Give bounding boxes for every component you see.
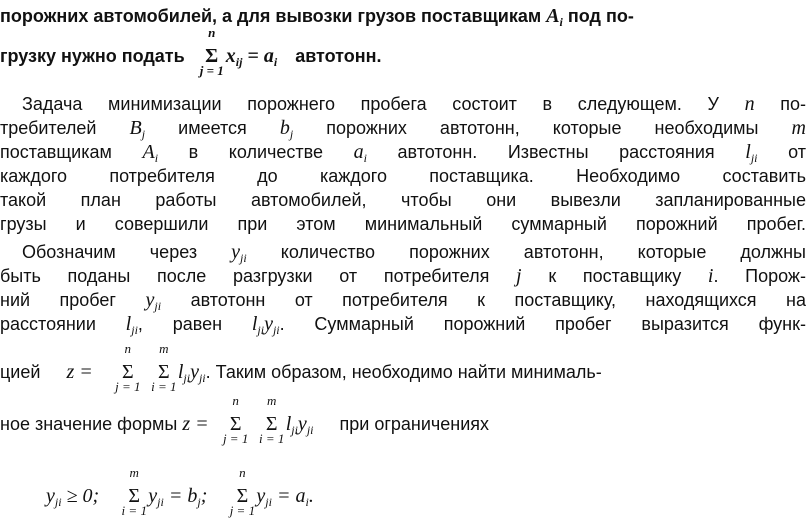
var-z: z = [182,413,209,435]
text-fragment: порожних автотонн, которые необходимы [326,118,759,138]
text-fragment: по- [780,94,806,114]
text-fragment: каждого потребителя до каждого поставщика. Необходимо составить [0,166,806,186]
text-fragment: грузы и совершили при этом минимальный суммарный порожний пробег. [0,214,806,234]
para3-line5 [0,341,806,394]
equation-rhs: = $a_i$ [247,45,278,69]
para2-line3 [0,140,806,164]
text-fragment: в количестве [188,142,324,162]
var-yji: $y_{ji}$ [264,313,280,337]
text-fragment: . Порож- [713,266,806,286]
text-fragment: количество порожних автотонн, которые должны [280,242,806,262]
para3-line3 [0,288,806,312]
para2-line2 [0,116,806,140]
sum-symbol: Σ m i = 1 [258,393,285,446]
equation-rhs: = $b_j$ [168,485,201,509]
text-fragment: автотонн от потребителя к поставщику, находящихся на [190,290,806,310]
text-fragment: Обозначим через [22,242,198,262]
sum-symbol: Σ n j = 1 [199,25,224,78]
var-m: m [791,117,806,139]
var-lji: $l_{ji}$ [745,141,758,165]
var-n: n [744,93,755,115]
text-fragment: быть поданы после разгрузки от потребителя [0,266,490,286]
para2-line1 [0,92,806,116]
separator: . [308,485,314,507]
var-yji: $y_{ji}$ [46,485,62,509]
text-fragment: под по- [567,6,634,26]
sum-symbol: Σ n j = 1 [229,465,256,518]
var-yji: $y_{ji}$ [297,413,314,437]
var-yji: $y_{ji}$ [148,485,164,509]
para1-line2 [0,25,806,78]
para3-line1 [0,240,806,264]
var-lji: $l_{ji}$ [177,361,191,385]
text-fragment: расстоянии [0,314,96,334]
constraints-line [46,465,806,518]
text-fragment: цией [0,362,41,382]
text-fragment: требителей [0,118,97,138]
text-fragment: ний пробег [0,290,116,310]
var-Ai: $A_i$ [142,141,159,165]
text-fragment: такой план работы автомобилей, чтобы они вывезли запланированные [0,190,806,210]
para2-line5 [0,188,806,212]
equation-rhs: = $a_i$ [276,485,309,509]
var-bj: $b_j$ [279,117,294,141]
text-fragment: . Таким образом, необходимо найти минималь- [205,362,602,382]
var-i: i [707,265,714,287]
text-fragment: порожних автомобилей, а для вывозки грузов поставщикам [0,6,542,26]
text-fragment: . Суммарный порожний пробег выразится функ- [279,314,806,334]
sum-symbol: Σ n j = 1 [115,341,141,394]
para3-line2 [0,264,806,288]
var-lji: $l_{ji}$ [251,313,265,337]
text-fragment: грузку нужно подать [0,46,185,66]
var-ai: $a_i$ [353,141,367,165]
para2-line4 [0,164,806,188]
text-fragment: имеется [178,118,247,138]
var-Bj: $B_j$ [129,117,146,141]
var-yji: $y_{ji}$ [231,241,247,265]
sum-symbol: Σ m i = 1 [121,465,147,518]
var-j: j [516,265,522,287]
sum-symbol: Σ m i = 1 [151,341,177,394]
var-A: $A_i$ [546,5,563,29]
para3-line6 [0,393,806,446]
text-fragment: ное значение формы [0,414,178,434]
separator: ; [200,485,208,507]
var-yji: $y_{ji}$ [145,289,162,313]
para3-line4 [0,312,806,336]
sum-symbol: Σ n j = 1 [222,393,249,446]
text-fragment: при ограничениях [339,414,490,434]
para1-line1 [0,4,806,28]
var-x: $x_{ij}$ [225,45,243,69]
text-fragment: , равен [137,314,223,334]
text-fragment: автотонн. [295,46,382,66]
text-fragment: от [788,142,806,162]
var-z: z = [66,361,93,383]
text-fragment: автотонн. Известны расстояния [397,142,715,162]
para2-line6 [0,212,806,236]
text-fragment: Задача минимизации порожнего пробега состоит в следующем. У [22,94,719,114]
var-yji: $y_{ji}$ [256,485,272,509]
var-lji: $l_{ji}$ [285,413,298,437]
var-yji: $y_{ji}$ [190,361,206,385]
constraint-nonnegative: ≥ 0; [66,485,100,507]
text-fragment: поставщикам [0,142,112,162]
text-fragment: к поставщику [548,266,682,286]
var-lji: $l_{ji}$ [125,313,138,337]
